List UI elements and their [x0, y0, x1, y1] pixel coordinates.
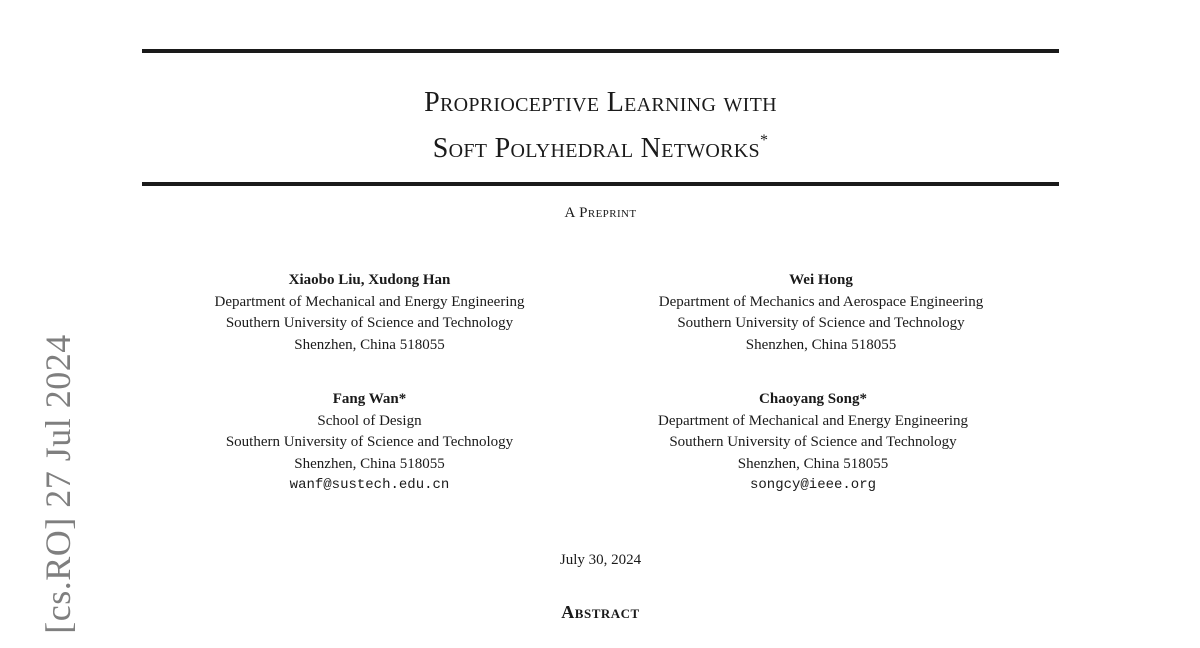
title-rule-top — [142, 49, 1059, 53]
author-name: Xiaobo Liu, Xudong Han — [288, 272, 451, 288]
author-location: Shenzhen, China 518055 — [294, 336, 445, 353]
title-line-1: Proprioceptive Learning with — [424, 87, 777, 118]
author-university: Southern University of Science and Technology — [225, 434, 514, 450]
author-block-wan — [142, 389, 597, 497]
preprint-label: A Preprint — [564, 205, 637, 221]
author-email[interactable]: songcy@ieee.org — [749, 477, 877, 493]
author-block-hong — [602, 270, 1040, 356]
author-department: Department of Mechanical and Energy Engineering — [214, 293, 525, 310]
author-university: Southern University of Science and Technology — [669, 434, 957, 450]
author-block-liu-han — [142, 270, 597, 356]
title-rule-bottom — [142, 182, 1059, 186]
paper-date: July 30, 2024 — [559, 552, 642, 568]
title-footnote-mark[interactable]: * — [759, 132, 769, 149]
paper-title — [142, 84, 1059, 168]
arxiv-stamp: [cs.RO] 27 Jul 2024 — [38, 334, 78, 634]
author-location: Shenzhen, China 518055 — [294, 455, 445, 472]
author-email[interactable]: wanf@sustech.edu.cn — [289, 477, 450, 493]
author-department: Department of Mechanical and Energy Engineering — [657, 412, 969, 429]
author-name: Fang Wan* — [332, 391, 407, 407]
author-department: School of Design — [317, 412, 422, 429]
abstract-heading: Abstract — [561, 602, 640, 622]
author-name: Chaoyang Song* — [759, 391, 867, 407]
author-block-song — [602, 389, 1024, 497]
author-location: Shenzhen, China 518055 — [745, 336, 897, 353]
author-name: Wei Hong — [789, 272, 853, 288]
title-line-2 — [142, 122, 1059, 168]
author-department: Department of Mechanics and Aerospace Engineering — [658, 293, 984, 310]
author-university: Southern University of Science and Technology — [677, 315, 965, 331]
author-location: Shenzhen, China 518055 — [737, 455, 889, 472]
author-university: Southern University of Science and Technology — [225, 315, 514, 331]
title-line-2-text: Soft Polyhedral Networks — [432, 133, 760, 164]
